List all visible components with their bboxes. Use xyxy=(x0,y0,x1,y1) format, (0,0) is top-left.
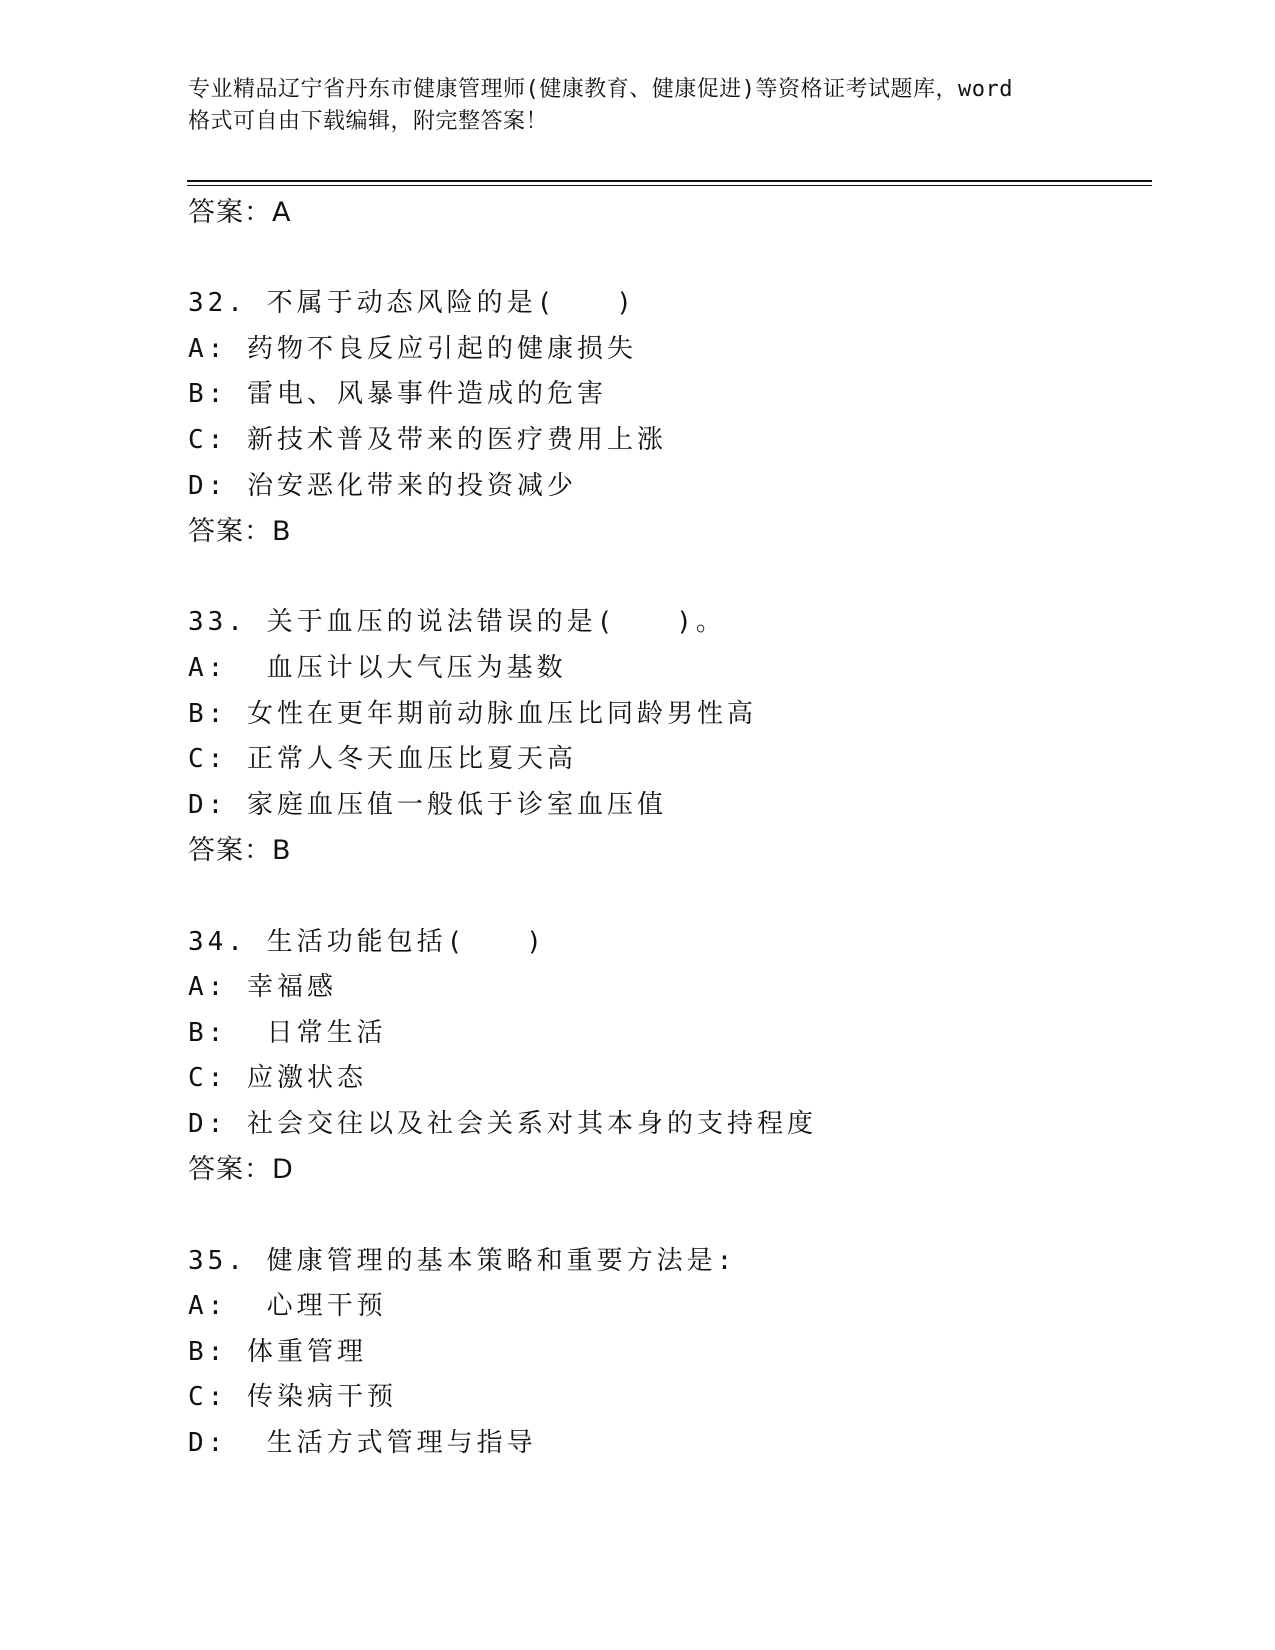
option-a: A: 血压计以大气压为基数 xyxy=(188,652,567,683)
option-b: B: 雷电、风暴事件造成的危害 xyxy=(188,379,607,410)
option-c: C: 传染病干预 xyxy=(188,1382,397,1413)
question-35 xyxy=(188,1239,1148,1467)
question-34 xyxy=(188,920,1148,1194)
option-d: D: 生活方式管理与指导 xyxy=(188,1428,537,1459)
option-c: C: 新技术普及带来的医疗费用上涨 xyxy=(188,424,667,455)
spacer xyxy=(188,236,1148,282)
question-title: 34. 生活功能包括( ) xyxy=(188,926,546,957)
answer: 答案：D xyxy=(188,1154,294,1186)
question-title: 32. 不属于动态风险的是( ) xyxy=(188,288,636,319)
option-d: D: 家庭血压值一般低于诊室血压值 xyxy=(188,789,667,820)
spacer xyxy=(188,555,1148,601)
answer: 答案：B xyxy=(188,516,292,548)
option-a: A: 药物不良反应引起的健康损失 xyxy=(188,333,637,364)
document-body xyxy=(188,190,1148,1467)
header-line-1: 专业精品辽宁省丹东市健康管理师(健康教育、健康促进)等资格证考试题库，word xyxy=(188,77,1013,102)
option-c: C: 正常人冬天血压比夏天高 xyxy=(188,744,577,775)
option-d: D: 治安恶化带来的投资减少 xyxy=(188,470,577,501)
option-c: C: 应激状态 xyxy=(188,1063,367,1094)
answer: 答案：B xyxy=(188,835,292,867)
option-a: A: 心理干预 xyxy=(188,1291,387,1322)
option-d: D: 社会交往以及社会关系对其本身的支持程度 xyxy=(188,1108,817,1139)
question-title: 35. 健康管理的基本策略和重要方法是: xyxy=(188,1245,737,1276)
header-rule-thick xyxy=(187,180,1152,182)
option-b: B: 日常生活 xyxy=(188,1017,387,1048)
spacer xyxy=(188,1193,1148,1239)
question-32 xyxy=(188,281,1148,555)
option-b: B: 女性在更年期前动脉血压比同龄男性高 xyxy=(188,698,757,729)
header-line-2: 格式可自由下载编辑，附完整答案！ xyxy=(188,109,549,134)
document-header xyxy=(188,74,1108,138)
question-title: 33. 关于血压的说法错误的是( )。 xyxy=(188,607,726,638)
option-a: A: 幸福感 xyxy=(188,972,337,1003)
header-rule-thin xyxy=(187,185,1152,186)
question-33 xyxy=(188,600,1148,874)
option-b: B: 体重管理 xyxy=(188,1336,367,1367)
spacer xyxy=(188,874,1148,920)
previous-answer: 答案：A xyxy=(188,197,292,228)
